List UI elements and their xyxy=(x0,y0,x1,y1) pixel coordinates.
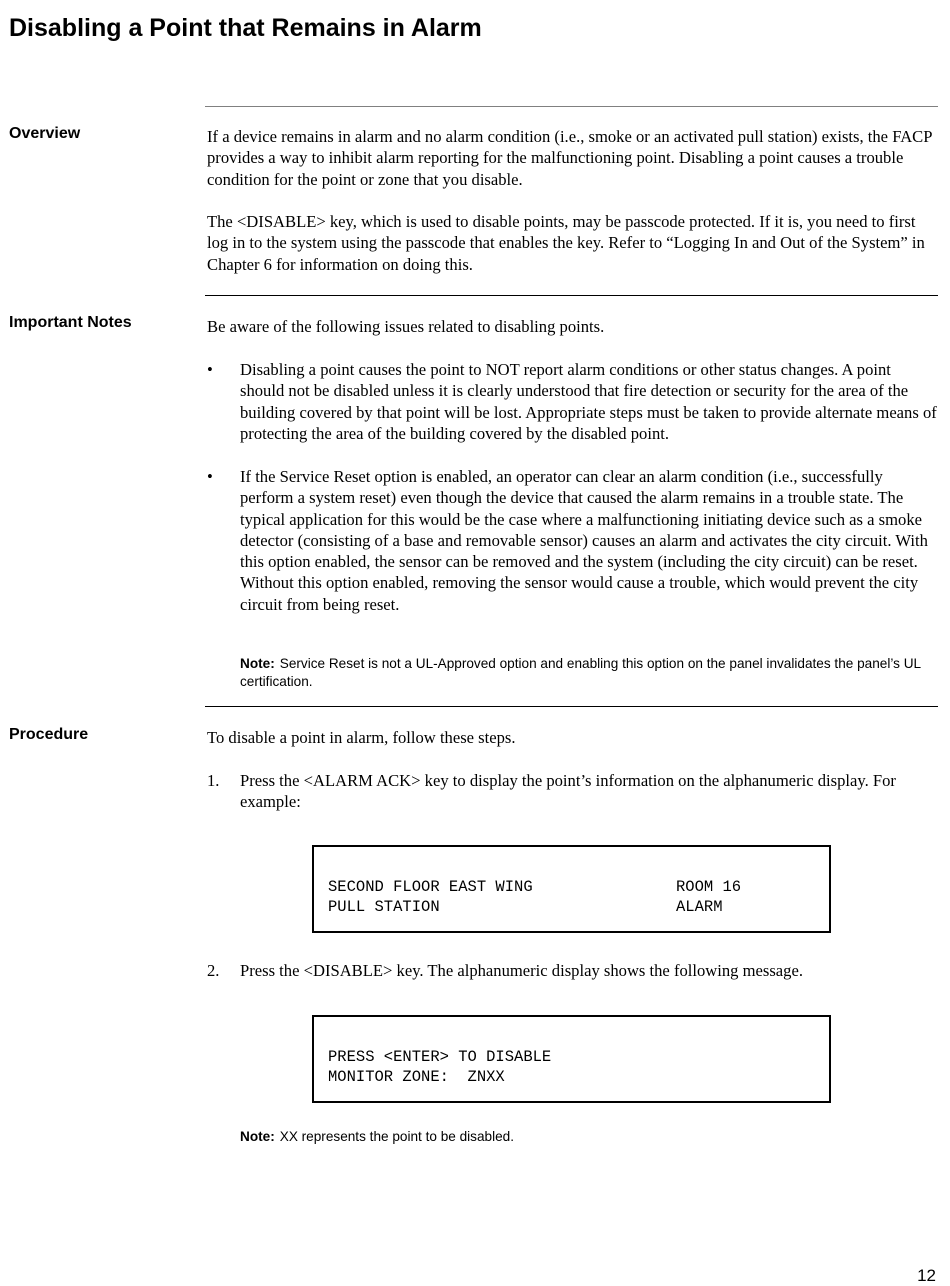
display-line-1-left: SECOND FLOOR EAST WING xyxy=(328,878,533,896)
bullet-icon: • xyxy=(207,467,213,486)
procedure-step xyxy=(207,770,938,813)
step-text: Press the <DISABLE> key. The alphanumeric display shows the following message. xyxy=(240,961,803,980)
section-divider xyxy=(205,106,938,107)
overview-paragraph-2: The <DISABLE> key, which is used to disable points, may be passcode protected. If it is, you need to first log in to the system using the passcode that enables the key. Refer to “Logging In and Out of the System” in Chapter 6 for information on doing this. xyxy=(207,212,925,274)
display-line-2-right: ALARM xyxy=(676,898,723,916)
procedure-note xyxy=(240,1128,930,1146)
alphanumeric-display xyxy=(312,845,831,933)
page-number: 12 xyxy=(917,1266,936,1285)
procedure-step xyxy=(207,960,938,981)
display-line-1: PRESS <ENTER> TO DISABLE xyxy=(328,1048,552,1066)
bullet-icon: • xyxy=(207,360,213,379)
procedure-intro: To disable a point in alarm, follow these steps. xyxy=(207,728,516,747)
bullet-text: If the Service Reset option is enabled, an operator can clear an alarm condition (i.e., successfully perform a system reset) even though the device that caused the alarm remains in a trouble state. The typical application for this would be the case where a malfunctioning initiating device such as a smoke detector (consisting of a base and removable sensor) causes an alarm and activates the city circuit. With this option enabled, the sensor can be removed and the system (including the city circuit) can be reset. Without this option enabled, removing the sensor would cause a trouble, which would prevent the city circuit from being reset. xyxy=(240,467,928,614)
note-text: Service Reset is not a UL-Approved option and enabling this option on the panel invalidates the panel’s UL certification. xyxy=(240,656,921,689)
important-notes-heading: Important Notes xyxy=(9,314,132,331)
bullet-text: Disabling a point causes the point to NOT report alarm conditions or other status changes. A point should not be disabled unless it is clearly understood that fire detection or security for the area of the building covered by that point will be lost. Appropriate steps must be taken to provide alternate means of protecting the area of the building covered by the disabled point. xyxy=(240,360,937,443)
step-number: 1. xyxy=(207,771,220,790)
overview-heading: Overview xyxy=(9,125,81,142)
display-line-2-left: PULL STATION xyxy=(328,898,440,916)
procedure-heading: Procedure xyxy=(9,726,89,743)
step-number: 2. xyxy=(207,961,220,980)
service-reset-note xyxy=(240,655,930,690)
bullet-item xyxy=(207,359,938,444)
bullet-item xyxy=(207,466,938,615)
step-text: Press the <ALARM ACK> key to display the point’s information on the alphanumeric display. For example: xyxy=(240,771,896,812)
section-divider xyxy=(205,295,938,296)
overview-paragraph-1: If a device remains in alarm and no alarm condition (i.e., smoke or an activated pull station) exists, the FACP provides a way to inhibit alarm reporting for the malfunctioning point. Disabling a point causes a trouble condition for the point or zone that you disable. xyxy=(207,127,932,189)
page-title: Disabling a Point that Remains in Alarm xyxy=(9,14,482,42)
note-text: XX represents the point to be disabled. xyxy=(279,1129,515,1144)
important-notes-intro: Be aware of the following issues related to disabling points. xyxy=(207,317,605,336)
section-divider xyxy=(205,706,938,707)
alphanumeric-display xyxy=(312,1015,831,1103)
note-label: Note: xyxy=(240,656,275,671)
note-label: Note: xyxy=(240,1129,275,1144)
display-line-1-right: ROOM 16 xyxy=(676,878,742,896)
display-line-2: MONITOR ZONE: ZNXX xyxy=(328,1068,505,1086)
